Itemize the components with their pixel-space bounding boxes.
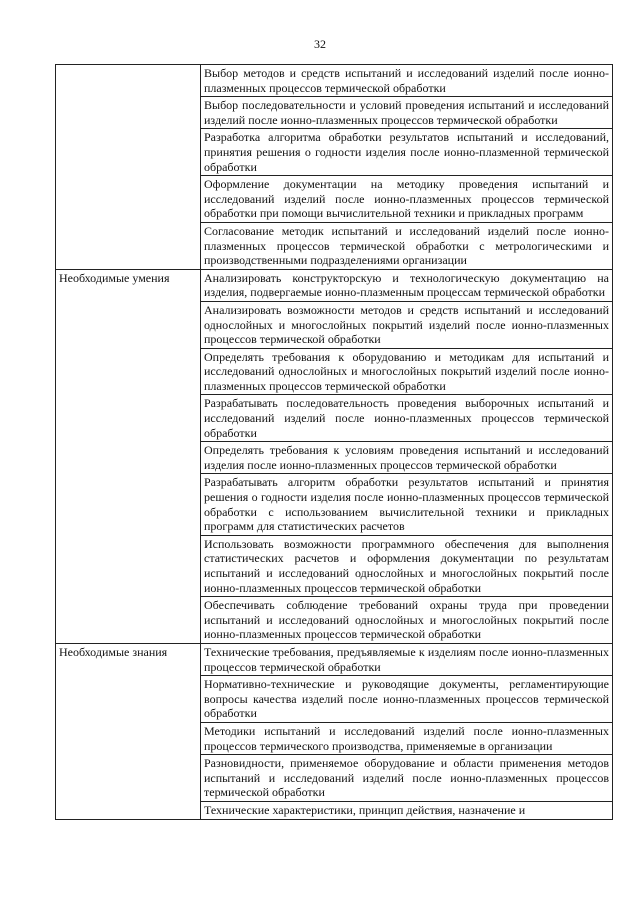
section-item: Технические требования, предъявляемые к изделиям после ионно-плазменных процессов термической обработки	[201, 643, 613, 675]
table-row	[56, 643, 613, 675]
section-item: Определять требования к оборудованию и методикам для испытаний и исследований однослойных и многослойных покрытий изделий после ионно-плазменных процессов термической обработки	[201, 348, 613, 395]
section-item: Обеспечивать соблюдение требований охраны труда при проведении испытаний и исследований однослойных и многослойных покрытий после ионно-плазменных процессов термической обработки	[201, 597, 613, 644]
section-item: Выбор методов и средств испытаний и исследований изделий после ионно-плазменных процессов термической обработки	[201, 65, 613, 97]
section-item: Технические характеристики, принцип действия, назначение и	[201, 801, 613, 819]
section-item: Разновидности, применяемое оборудование и области применения методов испытаний и исследований изделий после ионно-плазменных процессов термической обработки	[201, 755, 613, 802]
table-row	[56, 65, 613, 97]
section-label	[56, 65, 201, 270]
section-label: Необходимые знания	[56, 643, 201, 819]
section-item: Разрабатывать последовательность проведения выборочных испытаний и исследований изделий после ионно-плазменных процессов термической обработки	[201, 395, 613, 442]
section-item: Использовать возможности программного обеспечения для выполнения статистических расчетов и оформления документации по результатам испытаний и исследований однослойных и многослойных покрытий после ионно-плазменных процессов термической обработки	[201, 535, 613, 596]
section-item: Выбор последовательности и условий проведения испытаний и исследований изделий после ионно-плазменных процессов термической обработки	[201, 97, 613, 129]
table-row	[56, 269, 613, 301]
section-item: Разрабатывать алгоритм обработки результатов испытаний и принятия решения о годности изделия после ионно-плазменных процессов термической обработки с использованием вычислительной техники и прикладных программ для статистических расчетов	[201, 474, 613, 535]
section-item: Анализировать возможности методов и средств испытаний и исследований однослойных и многослойных покрытий изделий после ионно-плазменных процессов термической обработки	[201, 301, 613, 348]
requirements-table	[55, 64, 613, 820]
requirements-table-body	[56, 65, 613, 820]
section-label: Необходимые умения	[56, 269, 201, 643]
section-item: Методики испытаний и исследований изделий после ионно-плазменных процессов термического производства, применяемые в организации	[201, 722, 613, 754]
section-item: Оформление документации на методику проведения испытаний и исследований изделий после ионно-плазменных процессов термической обработки при помощи вычислительной техники и прикладных программ	[201, 176, 613, 223]
section-item: Разработка алгоритма обработки результатов испытаний и исследований, принятия решения о годности изделия после ионно-плазменной термической обработки	[201, 129, 613, 176]
page-number: 32	[314, 37, 326, 51]
section-item: Анализировать конструкторскую и технологическую документацию на изделия, подвергаемые ионно-плазменным процессам термической обработки	[201, 269, 613, 301]
section-item: Согласование методик испытаний и исследований изделий после ионно-плазменных процессов термической обработки с метрологическими и производственными подразделениями организации	[201, 222, 613, 269]
section-item: Определять требования к условиям проведения испытаний и исследований изделия после ионно-плазменных процессов термической обработки	[201, 442, 613, 474]
section-item: Нормативно-технические и руководящие документы, регламентирующие вопросы качества изделий после ионно-плазменных процессов термической обработки	[201, 676, 613, 723]
